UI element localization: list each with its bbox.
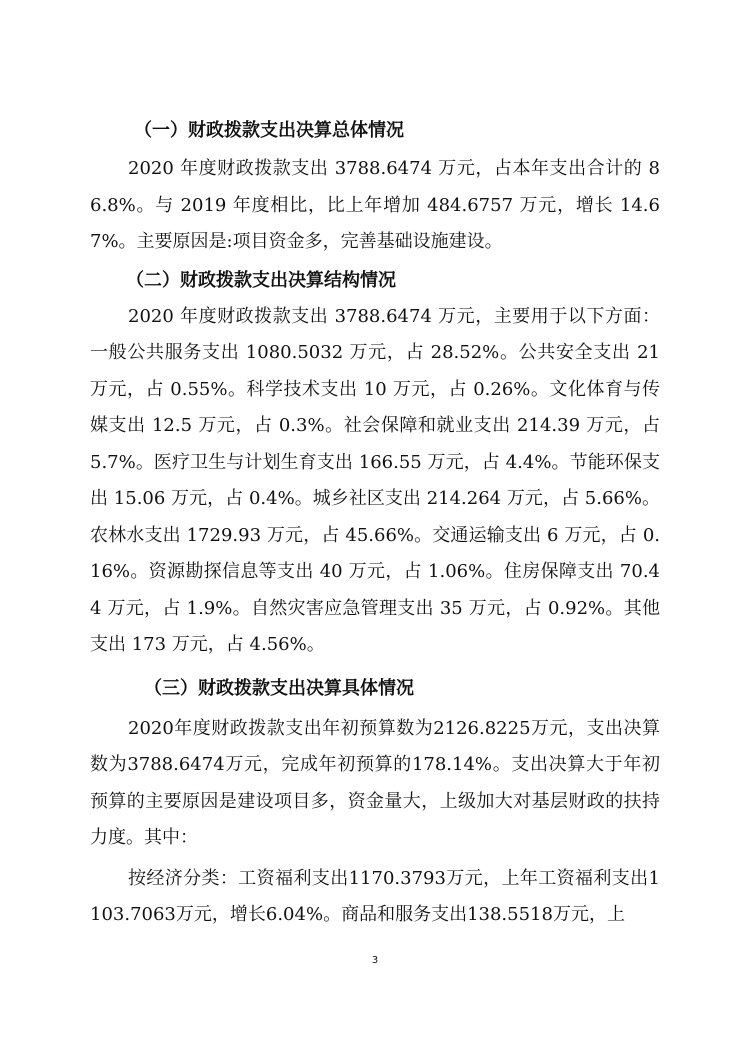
section-heading-details: （三）财政拨款支出决算具体情况 [144,677,414,699]
section-overall [90,112,660,261]
section-structure [90,262,660,664]
paragraph-overall: 2020 年度财政拨款支出 3788.6474 万元，占本年支出合计的 86.8%。与 2019 年度相比，比上年增加 484.6757 万元，增长 14.67%。主要原因是:项目资金多，完善基础设施建设。 [90,158,660,252]
paragraph-details-budget: 2020年度财政拨款支出年初预算数为2126.8225万元，支出决算数为3788.6474万元，完成年初预算的178.14%。支出决算大于年初预算的主要原因是建设项目多，资金量大，上级加大对基层财政的扶持力度。其中： [90,717,660,848]
page-number: 3 [371,955,379,966]
paragraph-details-economic: 按经济分类：工资福利支出1170.3793万元，上年工资福利支出1103.7063万元，增长6.04%。商品和服务支出138.5518万元，上 [90,867,660,925]
paragraph-structure: 2020 年度财政拨款支出 3788.6474 万元，主要用于以下方面：一般公共服务支出 1080.5032 万元，占 28.52%。公共安全支出 21 万元，占 0.55%。科学技术支出 10 万元，占 0.26%。文化体育与传媒支出 12.5 万元，占 0.3%。社会保障和就业支出 214.39 万元，占 5.7%。医疗卫生与计划生育支出 166.55 万元，占 4.4%。节能环保支出 15.06 万元，占 0.4%。城乡社区支出 214.264 万元，占 5.66%。农林水支出 1729.93 万元，占 45.66%。交通运输支出 6 万元，占 0.16%。资源勘探信息等支出 40 万元，占 1.06%。住房保障支出 70.44 万元，占 1.9%。自然灾害应急管理支出 35 万元，占 0.92%。其他支出 173 万元，占 4.56%。 [90,305,660,655]
section-heading-overall: （一）财政拨款支出决算总体情况 [134,120,404,141]
section-heading-structure: （二）财政拨款支出决算结构情况 [126,269,396,291]
document-body [90,112,660,934]
section-details [90,670,660,934]
